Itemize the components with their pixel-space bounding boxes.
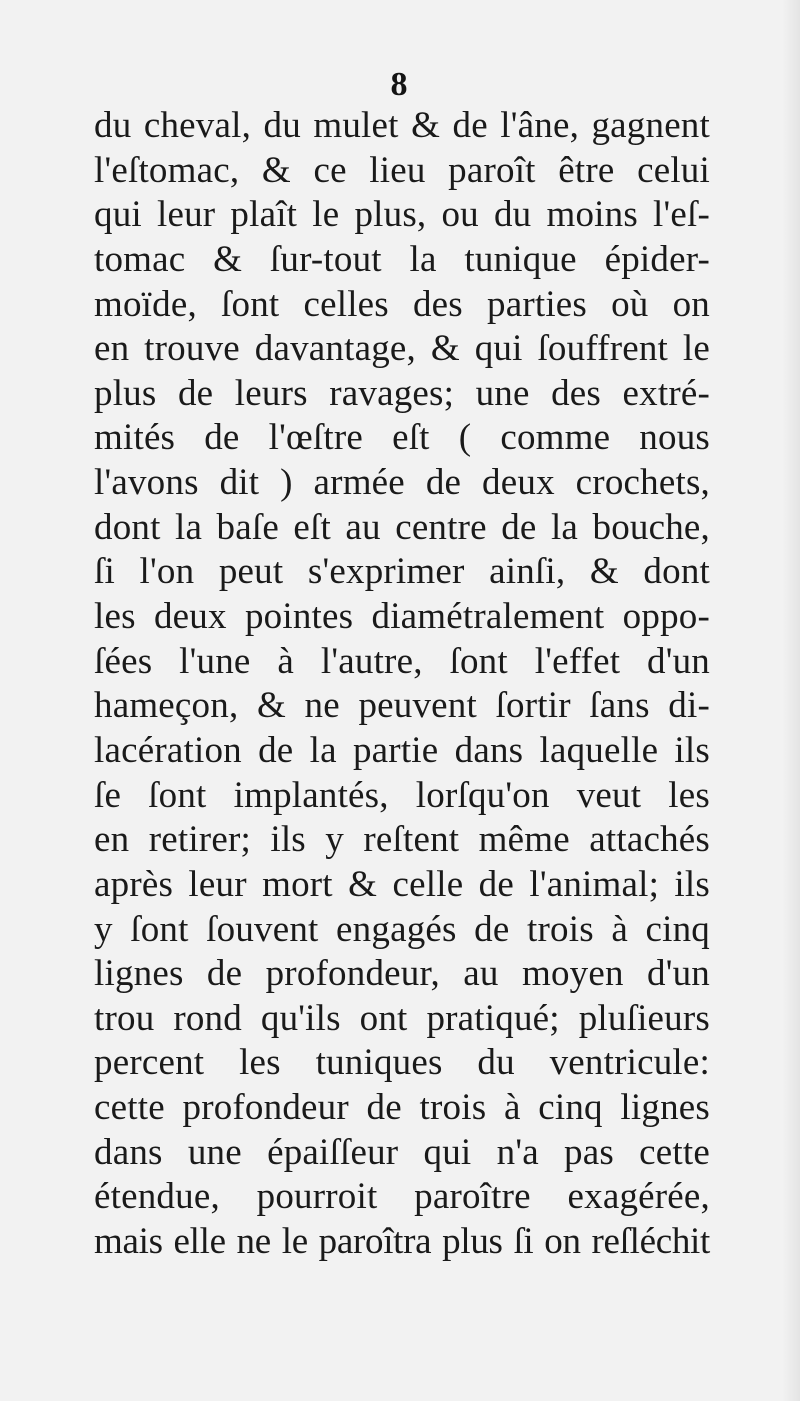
text-line: ſe ſont implantés, lorſqu'on veut les bbox=[94, 774, 710, 816]
text-line: en trouve davantage, & qui ſouffrent le bbox=[94, 328, 710, 370]
text-line: dans une épaiſſeur qui n'a pas cette bbox=[94, 1131, 710, 1173]
text-line: y ſont ſouvent engagés de trois à cinq bbox=[94, 908, 710, 950]
text-line: percent les tuniques du ventricule: bbox=[94, 1042, 710, 1084]
text-line: trou rond qu'ils ont pratiqué; pluſieurs bbox=[94, 997, 710, 1039]
text-line: mais elle ne le paroîtra plus ſi on reſléchit bbox=[94, 1221, 710, 1263]
text-line: tomac & ſur-tout la tunique épider- bbox=[94, 238, 710, 280]
text-line: les deux pointes diamétralement oppo- bbox=[94, 596, 710, 638]
text-line: moïde, ſont celles des parties où on bbox=[94, 283, 710, 325]
text-line: l'eſtomac, & ce lieu paroît être celui bbox=[94, 149, 710, 191]
text-line: du cheval, du mulet & de l'âne, gagnent bbox=[94, 105, 710, 146]
text-line: plus de leurs ravages; une des extré- bbox=[94, 372, 710, 414]
text-line: lacération de la partie dans laquelle ils bbox=[94, 729, 710, 771]
text-line: ſi l'on peut s'exprimer ainſi, & dont bbox=[94, 551, 710, 593]
text-line: hameçon, & ne peuvent ſortir ſans di- bbox=[94, 685, 710, 727]
page-number: 8 bbox=[390, 66, 408, 103]
text-line: dont la baſe eſt au centre de la bouche, bbox=[94, 506, 710, 548]
text-line: cette profondeur de trois à cinq lignes bbox=[94, 1087, 710, 1129]
text-line: en retirer; ils y reſtent même attachés bbox=[94, 819, 710, 861]
text-line: ſées l'une à l'autre, ſont l'effet d'un bbox=[94, 640, 710, 682]
text-line: après leur mort & celle de l'animal; ils bbox=[94, 863, 710, 905]
text-line: étendue, pourroit paroître exagérée, bbox=[94, 1176, 710, 1218]
text-line: l'avons dit ) armée de deux crochets, bbox=[94, 462, 710, 504]
text-line: lignes de profondeur, au moyen d'un bbox=[94, 953, 710, 995]
body-text bbox=[94, 104, 710, 1265]
text-line: mités de l'œſtre eſt ( comme nous bbox=[94, 417, 710, 459]
text-line: qui leur plaît le plus, ou du moins l'eſ- bbox=[94, 194, 710, 236]
